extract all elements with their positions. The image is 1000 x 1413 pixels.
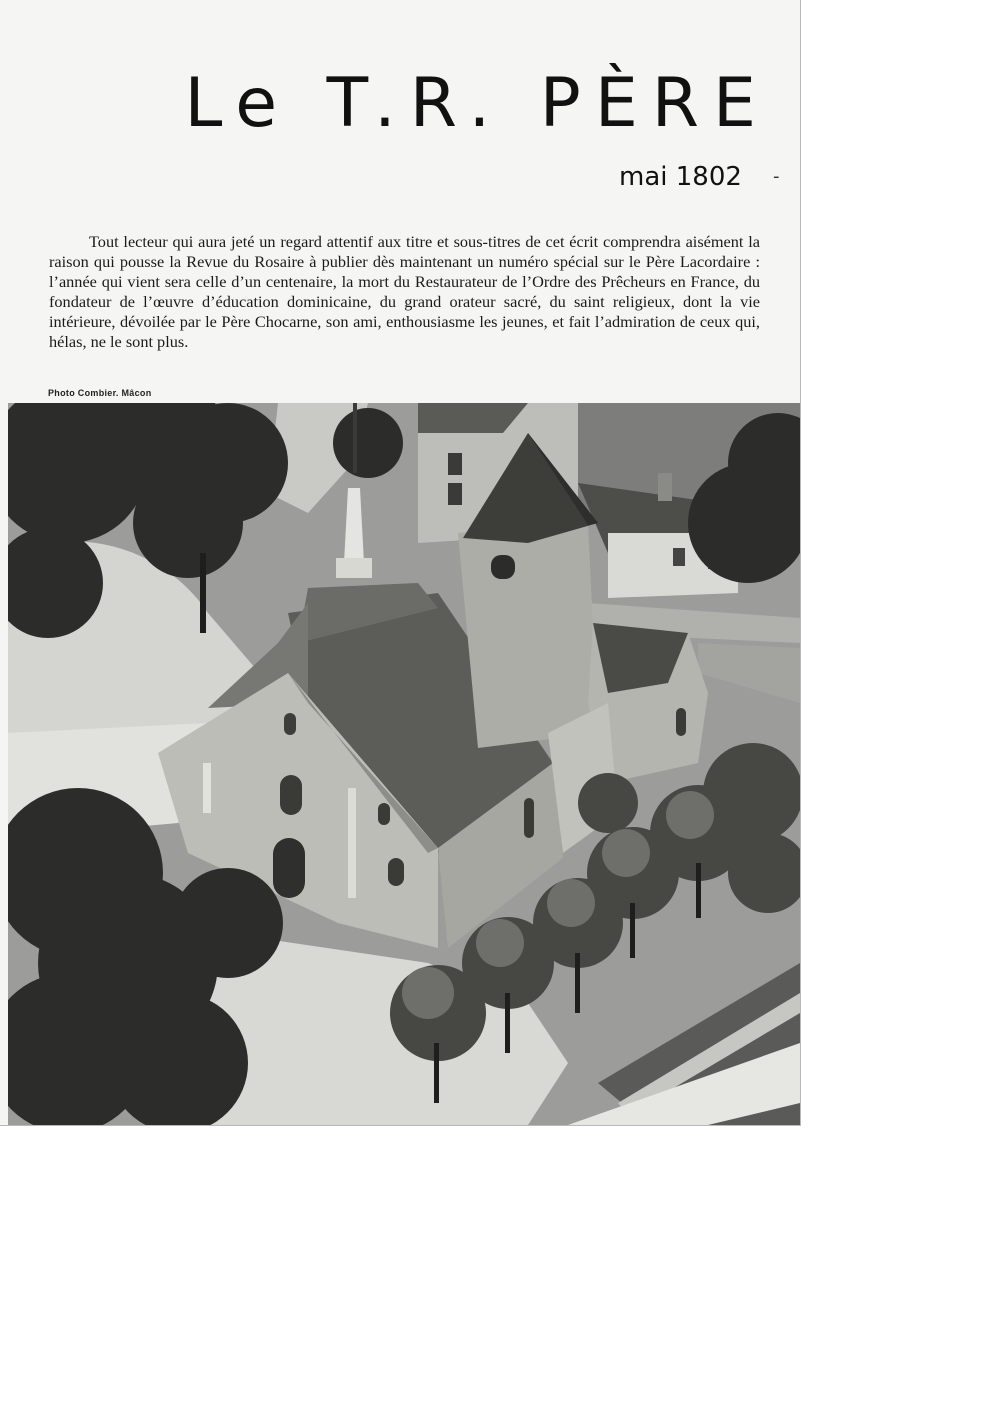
intro-paragraph: Tout lecteur qui aura jeté un regard attentif aux titre et sous-titres de cet écrit comprendra aisément la raison qui pousse la Revue du Rosaire à publier dès maintenant un numéro spécial sur le Père Lacordaire : l’année qui vient sera celle d’un centenaire, la mort du Restaurateur de l’Ordre des Prêcheurs en France, du fondateur de l’œuvre d’éducation dominicaine, du grand orateur sacré, du saint religieux, dont la vie intérieure, dévoilée par le Père Chocarne, son ami, enthousiasme les jeunes, et fait l’admiration de ceux qui, hélas, ne le sont plus.	[49, 232, 760, 352]
issue-date: mai 1802	[619, 162, 742, 192]
aerial-church-photo	[8, 403, 800, 1125]
stray-dash: -	[773, 166, 780, 187]
page-title: Le T.R. PÈRE	[184, 64, 770, 143]
photo-credit: Photo Combier. Mâcon	[48, 388, 152, 398]
